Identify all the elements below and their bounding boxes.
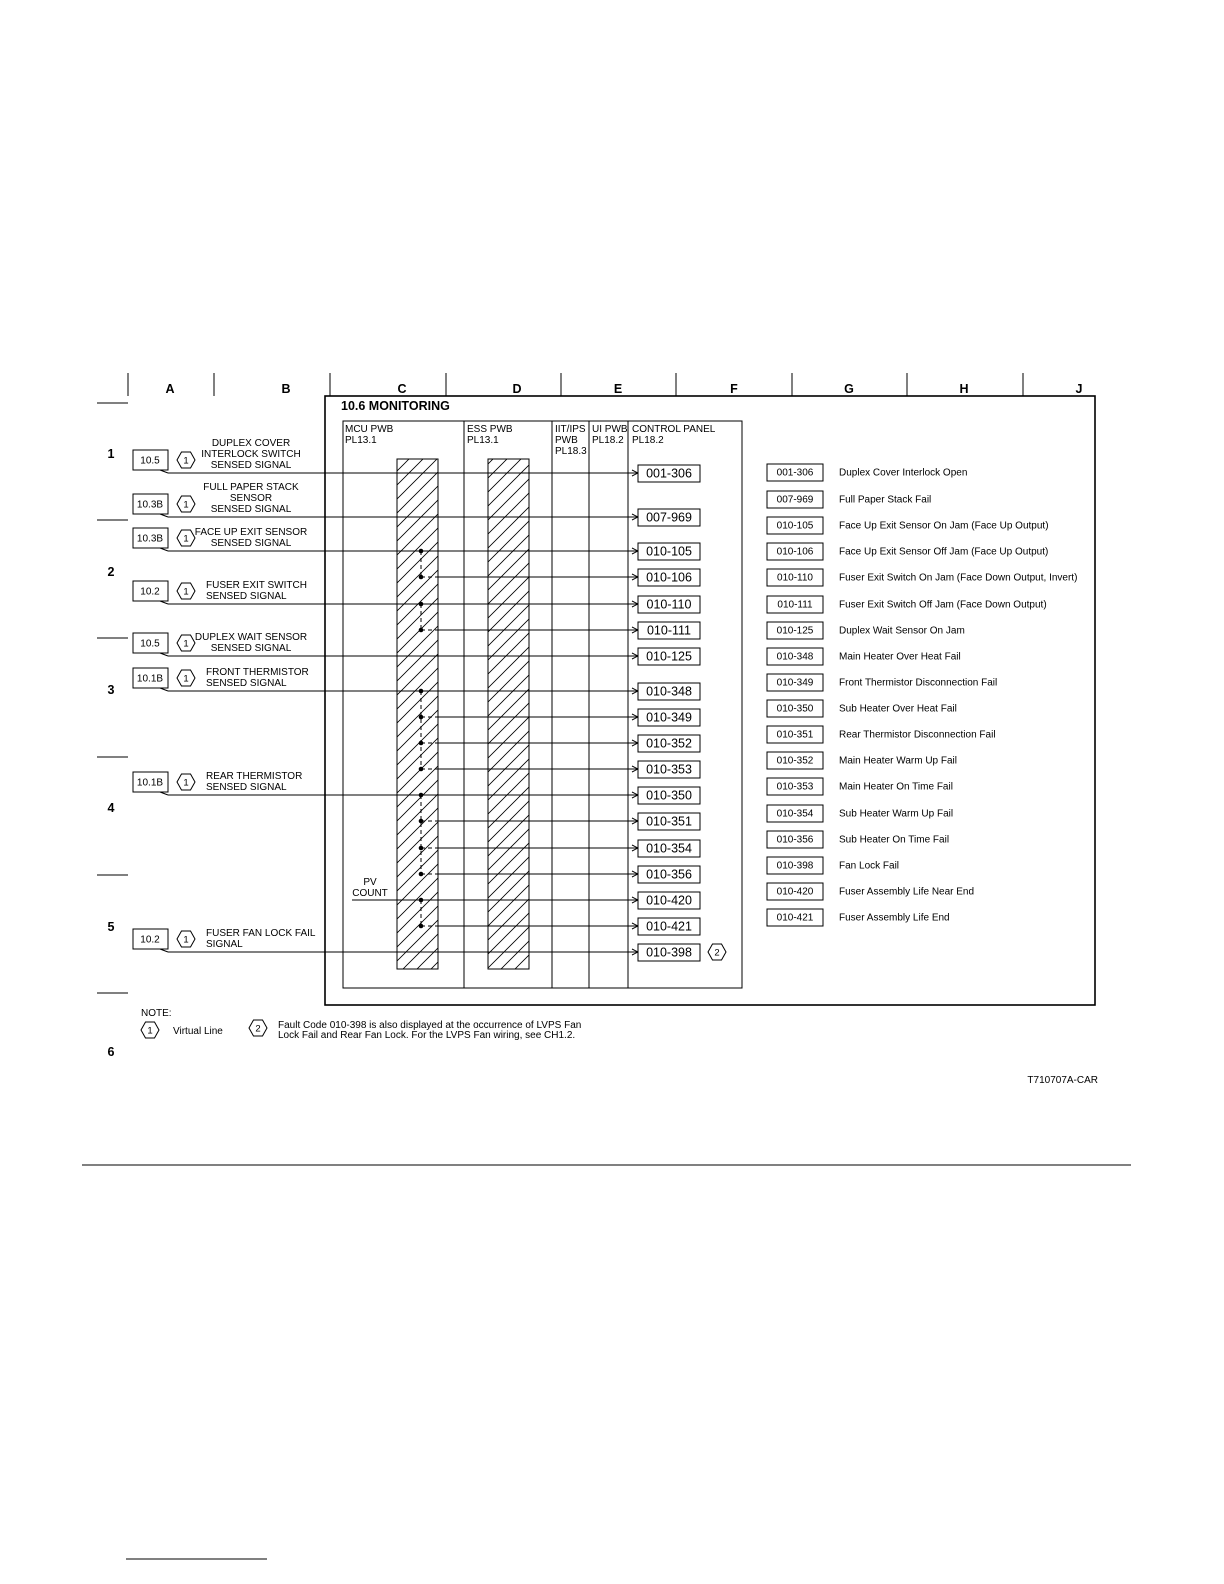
- column-label: A: [165, 382, 175, 396]
- legend-code: 010-398: [776, 860, 814, 872]
- legend-code: 010-350: [776, 703, 814, 715]
- mcu-board-block: [397, 459, 438, 969]
- column-label: D: [512, 382, 522, 396]
- signal-label: FUSER FAN LOCK FAIL: [206, 928, 316, 939]
- signal-list: [133, 438, 316, 952]
- legend-item: [767, 491, 931, 508]
- signal-label: SENSED SIGNAL: [210, 643, 292, 654]
- panel-code: 010-106: [646, 570, 692, 585]
- legend-description: Main Heater Over Heat Fail: [839, 651, 961, 663]
- legend-description: Fuser Exit Switch On Jam (Face Down Output, Invert): [839, 572, 1078, 584]
- legend-code: 010-354: [776, 808, 814, 820]
- signal-label: SENSED SIGNAL: [206, 678, 287, 689]
- legend-code: 010-111: [777, 599, 813, 611]
- signal-label: DUPLEX COVER: [211, 438, 291, 449]
- panel-code: 010-348: [646, 684, 692, 699]
- signal-ref: 10.2: [140, 586, 160, 598]
- row-label: 5: [107, 920, 115, 934]
- signal-item: [133, 438, 301, 473]
- signal-item: [133, 667, 309, 691]
- signal-ref: 10.3B: [136, 533, 164, 545]
- column-label: B: [281, 382, 291, 396]
- virtual-line-marker-label: 1: [183, 777, 189, 789]
- signal-ref: 10.5: [140, 638, 160, 650]
- virtual-line-marker-label: 1: [183, 638, 189, 650]
- note-1-text: Virtual Line: [173, 1026, 223, 1037]
- signal-label: FRONT THERMISTOR: [206, 667, 309, 678]
- panel-code: 010-350: [646, 788, 692, 803]
- panel-code: 010-349: [646, 710, 692, 725]
- signal-ref: 10.2: [140, 934, 160, 946]
- virtual-line-marker-label: 1: [183, 934, 189, 946]
- board-ref: PL18.2: [632, 435, 664, 446]
- legend-item: [767, 752, 957, 769]
- column-label: H: [959, 382, 969, 396]
- signal-ref: 10.3B: [136, 499, 164, 511]
- panel-code: 010-125: [646, 649, 692, 664]
- signal-label: SENSED SIGNAL: [210, 538, 292, 549]
- legend-description: Fuser Exit Switch Off Jam (Face Down Output): [839, 599, 1047, 611]
- virtual-line-marker-label: 1: [183, 499, 189, 511]
- signal-item: [133, 580, 307, 604]
- legend-code: 010-420: [776, 886, 814, 898]
- panel-code: 010-354: [646, 841, 692, 856]
- panel-code: 010-351: [646, 814, 692, 829]
- panel-code: 010-421: [646, 919, 692, 934]
- board-ref: PL13.1: [467, 435, 499, 446]
- column-label: J: [1075, 382, 1083, 396]
- note-2-marker-label: 2: [255, 1023, 261, 1035]
- panel-code: 010-398: [646, 945, 692, 960]
- row-label: 3: [107, 683, 115, 697]
- legend-description: Face Up Exit Sensor Off Jam (Face Up Output): [839, 546, 1049, 558]
- fault-code-legend: [767, 464, 1077, 926]
- signal-label: SENSED SIGNAL: [210, 504, 292, 515]
- legend-item: [767, 909, 950, 926]
- legend-item: [767, 464, 967, 481]
- note-2-text: Lock Fail and Rear Fan Lock. For the LVPS Fan wiring, see CH1.2.: [278, 1030, 576, 1041]
- drawing-id: T710707A-CAR: [1027, 1075, 1098, 1086]
- legend-code: 010-421: [776, 912, 814, 924]
- legend-description: Duplex Wait Sensor On Jam: [839, 625, 965, 637]
- note-2-text: Fault Code 010-398 is also displayed at the occurrence of LVPS Fan: [278, 1020, 582, 1031]
- legend-code: 010-353: [776, 781, 814, 793]
- virtual-line-marker-label: 1: [183, 673, 189, 685]
- legend-item: [767, 596, 1047, 613]
- board-name-line2: PWB: [555, 435, 578, 446]
- signal-item: [133, 527, 307, 551]
- legend-description: Duplex Cover Interlock Open: [839, 467, 968, 479]
- monitoring-frame: [325, 396, 1095, 1005]
- row-label: 6: [107, 1045, 115, 1059]
- signal-label: SIGNAL: [206, 939, 243, 950]
- legend-code: 010-348: [776, 651, 814, 663]
- legend-code: 010-352: [776, 755, 814, 767]
- legend-item: [767, 569, 1077, 586]
- legend-description: Face Up Exit Sensor On Jam (Face Up Output): [839, 520, 1049, 532]
- board-name: MCU PWB: [345, 424, 394, 435]
- signal-item: [133, 928, 316, 952]
- pv-count-label: PV: [363, 877, 377, 888]
- legend-description: Fan Lock Fail: [839, 860, 900, 872]
- signal-item: [133, 771, 302, 795]
- control-panel-codes: [638, 465, 726, 961]
- legend-item: [767, 883, 974, 900]
- column-label: F: [730, 382, 738, 396]
- row-label: 1: [107, 447, 115, 461]
- signal-label: FACE UP EXIT SENSOR: [194, 527, 308, 538]
- board-name: UI PWB: [592, 424, 628, 435]
- column-label: C: [397, 382, 407, 396]
- legend-description: Main Heater On Time Fail: [839, 781, 953, 793]
- legend-code: 010-349: [776, 677, 814, 689]
- virtual-line-marker-label: 1: [183, 455, 189, 467]
- panel-code: 010-356: [646, 867, 692, 882]
- junction-dot: [419, 689, 424, 694]
- legend-code: 010-106: [776, 546, 814, 558]
- panel-code: 010-111: [646, 623, 692, 638]
- signal-ref: 10.5: [140, 455, 160, 467]
- legend-item: [767, 648, 961, 665]
- signal-item: [133, 632, 307, 656]
- signal-ref: 10.1B: [136, 673, 164, 685]
- signal-label: DUPLEX WAIT SENSOR: [194, 632, 308, 643]
- junction-dot: [419, 549, 424, 554]
- junction-dot: [419, 602, 424, 607]
- legend-code: 010-351: [776, 729, 814, 741]
- legend-item: [767, 831, 949, 848]
- legend-item: [767, 857, 899, 874]
- notes: [141, 1008, 1098, 1086]
- legend-description: Rear Thermistor Disconnection Fail: [839, 729, 996, 741]
- board-ref: PL18.2: [592, 435, 624, 446]
- board-ref: PL18.3: [555, 446, 587, 457]
- legend-code: 001-306: [776, 467, 814, 479]
- legend-code: 007-969: [776, 494, 814, 506]
- legend-description: Fuser Assembly Life Near End: [839, 886, 975, 898]
- signal-label: FUSER EXIT SWITCH: [206, 580, 307, 591]
- diagram-title: 10.6 MONITORING: [341, 399, 450, 413]
- note-heading: NOTE:: [141, 1008, 172, 1019]
- legend-item: [767, 778, 953, 795]
- legend-code: 010-125: [776, 625, 814, 637]
- panel-code: 007-969: [646, 510, 692, 525]
- panel-code: 010-110: [646, 597, 692, 612]
- legend-description: Fuser Assembly Life End: [839, 912, 950, 924]
- signal-label: REAR THERMISTOR: [206, 771, 303, 782]
- note-1-marker-label: 1: [147, 1025, 153, 1037]
- legend-description: Front Thermistor Disconnection Fail: [839, 677, 998, 689]
- legend-description: Sub Heater Over Heat Fail: [839, 703, 957, 715]
- legend-code: 010-105: [776, 520, 814, 532]
- board-name: ESS PWB: [467, 424, 513, 435]
- panel-code: 010-105: [646, 544, 692, 559]
- board-name: IIT/IPS: [555, 424, 586, 435]
- signal-label: SENSED SIGNAL: [210, 460, 292, 471]
- panel-code: 001-306: [646, 466, 692, 481]
- legend-item: [767, 622, 965, 639]
- legend-description: Main Heater Warm Up Fail: [839, 755, 957, 767]
- panel-code: 010-352: [646, 736, 692, 751]
- signal-label: INTERLOCK SWITCH: [201, 449, 301, 460]
- virtual-line-marker-label: 1: [183, 533, 189, 545]
- legend-description: Full Paper Stack Fail: [839, 494, 932, 506]
- pv-count-label: COUNT: [352, 888, 388, 899]
- panel-code: 010-353: [646, 762, 692, 777]
- legend-item: [767, 543, 1048, 560]
- junction-dot: [419, 793, 424, 798]
- panel-code: 010-420: [646, 893, 692, 908]
- virtual-line-marker-label: 1: [183, 586, 189, 598]
- signal-ref: 10.1B: [136, 777, 164, 789]
- note-2-marker-label: 2: [714, 947, 720, 959]
- monitoring-border: [325, 396, 1095, 1005]
- legend-item: [767, 700, 957, 717]
- legend-code: 010-356: [776, 834, 814, 846]
- legend-item: [767, 517, 1049, 534]
- signal-label: FULL PAPER STACK: [203, 482, 299, 493]
- signal-label: SENSOR: [229, 493, 273, 504]
- signal-label: SENSED SIGNAL: [206, 591, 287, 602]
- legend-code: 010-110: [777, 572, 813, 584]
- legend-description: Sub Heater Warm Up Fail: [839, 808, 954, 820]
- column-label: G: [844, 382, 854, 396]
- legend-item: [767, 805, 953, 822]
- legend-item: [767, 674, 997, 691]
- column-label: E: [613, 382, 623, 396]
- signal-item: [133, 482, 299, 517]
- board-name: CONTROL PANEL: [632, 424, 716, 435]
- ess-board-block: [488, 459, 529, 969]
- legend-item: [767, 726, 996, 743]
- legend-description: Sub Heater On Time Fail: [839, 834, 950, 846]
- signal-label: SENSED SIGNAL: [206, 782, 287, 793]
- board-ref: PL13.1: [345, 435, 377, 446]
- row-label: 4: [107, 801, 115, 815]
- row-label: 2: [107, 565, 115, 579]
